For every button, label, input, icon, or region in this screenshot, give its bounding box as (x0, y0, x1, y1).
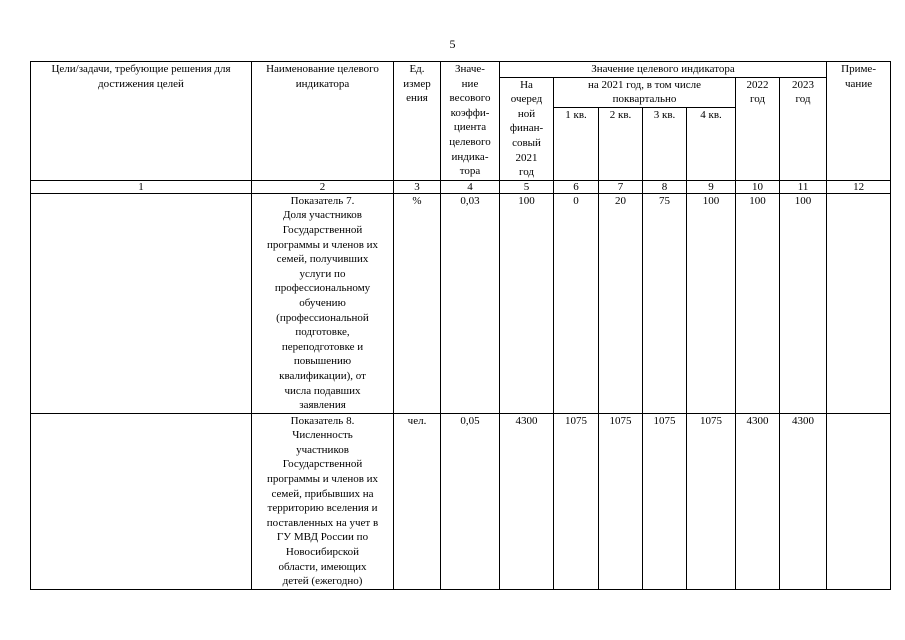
header-note: Приме- чание (827, 62, 891, 181)
header-q4: 4 кв. (687, 107, 736, 180)
row-q2: 1075 (599, 413, 643, 589)
header-q1: 1 кв. (554, 107, 599, 180)
page-number: 5 (449, 37, 456, 51)
row-next-year: 100 (500, 193, 554, 413)
column-number: 8 (643, 180, 687, 193)
column-number: 9 (687, 180, 736, 193)
column-number: 3 (394, 180, 441, 193)
table-row (31, 413, 891, 589)
header-unit: Ед. измер ения (394, 62, 441, 181)
column-number: 11 (780, 180, 827, 193)
header-2023: 2023 год (780, 77, 827, 180)
column-number: 5 (500, 180, 554, 193)
column-number: 10 (736, 180, 780, 193)
target-indicators-table (30, 61, 891, 590)
row-indicator-name: Показатель 7. Доля участников Государственной программы и членов их семей, получивших услуги по профессиональному обучению (профессиональной подготовке, переподготовке и повышению квалификации), от числа подавших заявления (252, 193, 394, 413)
row-goal (31, 413, 252, 589)
header-2022: 2022 год (736, 77, 780, 180)
row-indicator-name: Показатель 8. Численность участников Государственной программы и членов их семей, прибывших на территорию вселения и поставленных на учет в ГУ МВД России по Новосибирской области, имеющих детей (ежегодно) (252, 413, 394, 589)
column-numbers-row (31, 180, 891, 193)
row-q3: 75 (643, 193, 687, 413)
row-unit: % (394, 193, 441, 413)
column-number: 12 (827, 180, 891, 193)
row-q4: 1075 (687, 413, 736, 589)
row-q2: 20 (599, 193, 643, 413)
column-number: 6 (554, 180, 599, 193)
row-2023: 100 (780, 193, 827, 413)
row-2022: 100 (736, 193, 780, 413)
row-q4: 100 (687, 193, 736, 413)
row-q1: 0 (554, 193, 599, 413)
row-weight: 0,03 (441, 193, 500, 413)
header-q3: 3 кв. (643, 107, 687, 180)
row-q1: 1075 (554, 413, 599, 589)
column-number: 7 (599, 180, 643, 193)
header-next-year: На очеред ной финан- совый 2021 год (500, 77, 554, 180)
header-row-1 (31, 62, 891, 78)
column-number: 2 (252, 180, 394, 193)
row-note (827, 193, 891, 413)
row-weight: 0,05 (441, 413, 500, 589)
table-row (31, 193, 891, 413)
row-goal (31, 193, 252, 413)
column-number: 1 (31, 180, 252, 193)
header-indicator-name: Наименование целевого индикатора (252, 62, 394, 181)
row-next-year: 4300 (500, 413, 554, 589)
row-q3: 1075 (643, 413, 687, 589)
header-goal: Цели/задачи, требующие решения для достижения целей (31, 62, 252, 181)
row-unit: чел. (394, 413, 441, 589)
header-value-group: Значение целевого индикатора (500, 62, 827, 78)
row-note (827, 413, 891, 589)
header-q2: 2 кв. (599, 107, 643, 180)
header-weight: Значе- ние весового коэффи- циента целевого индика- тора (441, 62, 500, 181)
row-2023: 4300 (780, 413, 827, 589)
row-2022: 4300 (736, 413, 780, 589)
header-2021-group: на 2021 год, в том числе поквартально (554, 77, 736, 107)
column-number: 4 (441, 180, 500, 193)
